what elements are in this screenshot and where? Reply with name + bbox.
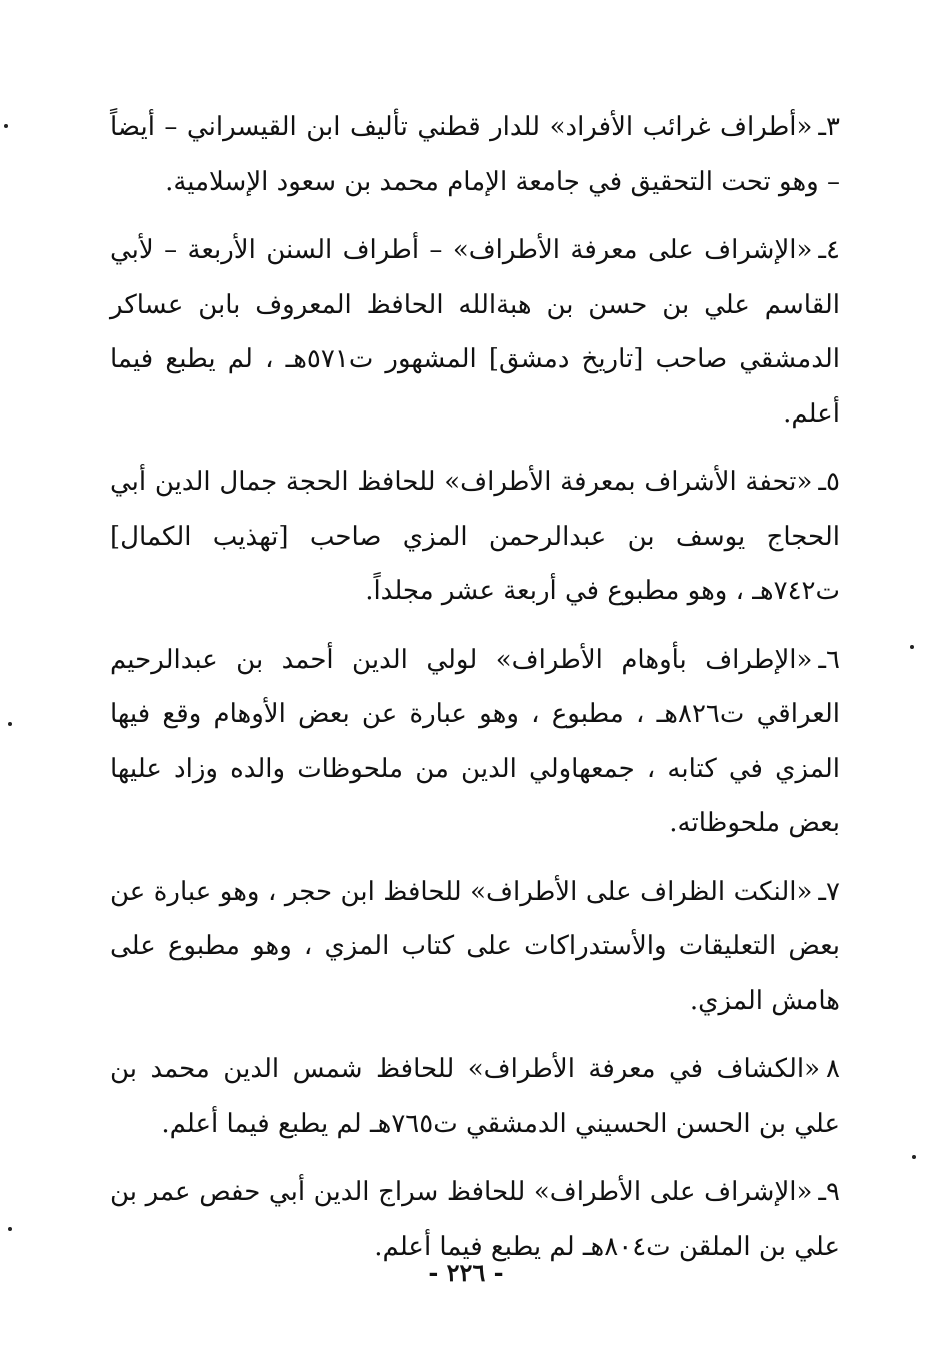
list-item: [110, 633, 840, 851]
item-number: ٦ـ: [818, 644, 840, 675]
scan-speck: [912, 1155, 916, 1159]
list-item: [110, 455, 840, 619]
item-text: «الإشراف على معرفة الأطراف» – أطراف السنن الأربعة – لأبي القاسم علي بن حسن بن هبةالله الحافظ المعروف بابن عساكر الدمشقي صاحب [تاريخ دمشق] المشهور ت٥٧١هـ ، لم يطبع فيما أعلم.: [110, 235, 841, 429]
item-text: «النكت الظراف على الأطراف» للحافظ ابن حجر ، وهو عبارة عن بعض التعليقات والأستدراكات على كتاب المزي ، وهو مطبوع على هامش المزي.: [110, 876, 840, 1016]
body-text: [110, 100, 840, 1288]
item-text: «الكشاف في معرفة الأطراف» للحافظ شمس الدين محمد بن علي بن الحسن الحسيني الدمشقي ت٧٦٥هـ لم يطبع فيما أعلم.: [110, 1054, 840, 1139]
item-text: «الإطراف بأوهام الأطراف» لولي الدين أحمد بن عبدالرحيم العراقي ت٨٢٦هـ ، مطبوع ، وهو عبارة عن بعض الأوهام وقع فيها المزي في كتابه ، جمعهاولي الدين من ملحوظات والده وزاد عليها بعض ملحوظاته.: [110, 644, 840, 838]
scan-speck: [8, 1227, 12, 1231]
list-item: [110, 865, 840, 1029]
list-item: [110, 223, 840, 441]
item-number: ٩ـ: [818, 1177, 840, 1207]
item-number: ٨: [826, 1054, 840, 1084]
item-number: ٤ـ: [818, 235, 840, 265]
item-number: ٣ـ: [818, 112, 840, 142]
scan-speck: [8, 722, 12, 726]
item-text: «أطراف غرائب الأفراد» للدار قطني تأليف ابن القيسراني – أيضاً – وهو تحت التحقيق في جامعة الإمام محمد بن سعود الإسلامية.: [110, 112, 840, 197]
list-item: [110, 1042, 840, 1151]
item-number: ٥ـ: [818, 467, 840, 497]
scan-speck: [910, 645, 914, 649]
item-text: «تحفة الأشراف بمعرفة الأطراف» للحافظ الحجة جمال الدين أبي الحجاج يوسف بن عبدالرحمن المزي صاحب [تهذيب الكمال] ت٧٤٢هـ ، وهو مطبوع في أربعة عشر مجلداً.: [110, 467, 840, 606]
item-text: «الإشراف على الأطراف» للحافظ سراج الدين أبي حفص عمر بن علي بن الملقن ت٨٠٤هـ لم يطبع فيما أعلم.: [110, 1177, 840, 1262]
scan-speck: [4, 124, 8, 128]
list-item: [110, 100, 840, 209]
page-number: - ٢٢٦ -: [428, 1258, 504, 1287]
item-number: ٧ـ: [818, 876, 840, 907]
